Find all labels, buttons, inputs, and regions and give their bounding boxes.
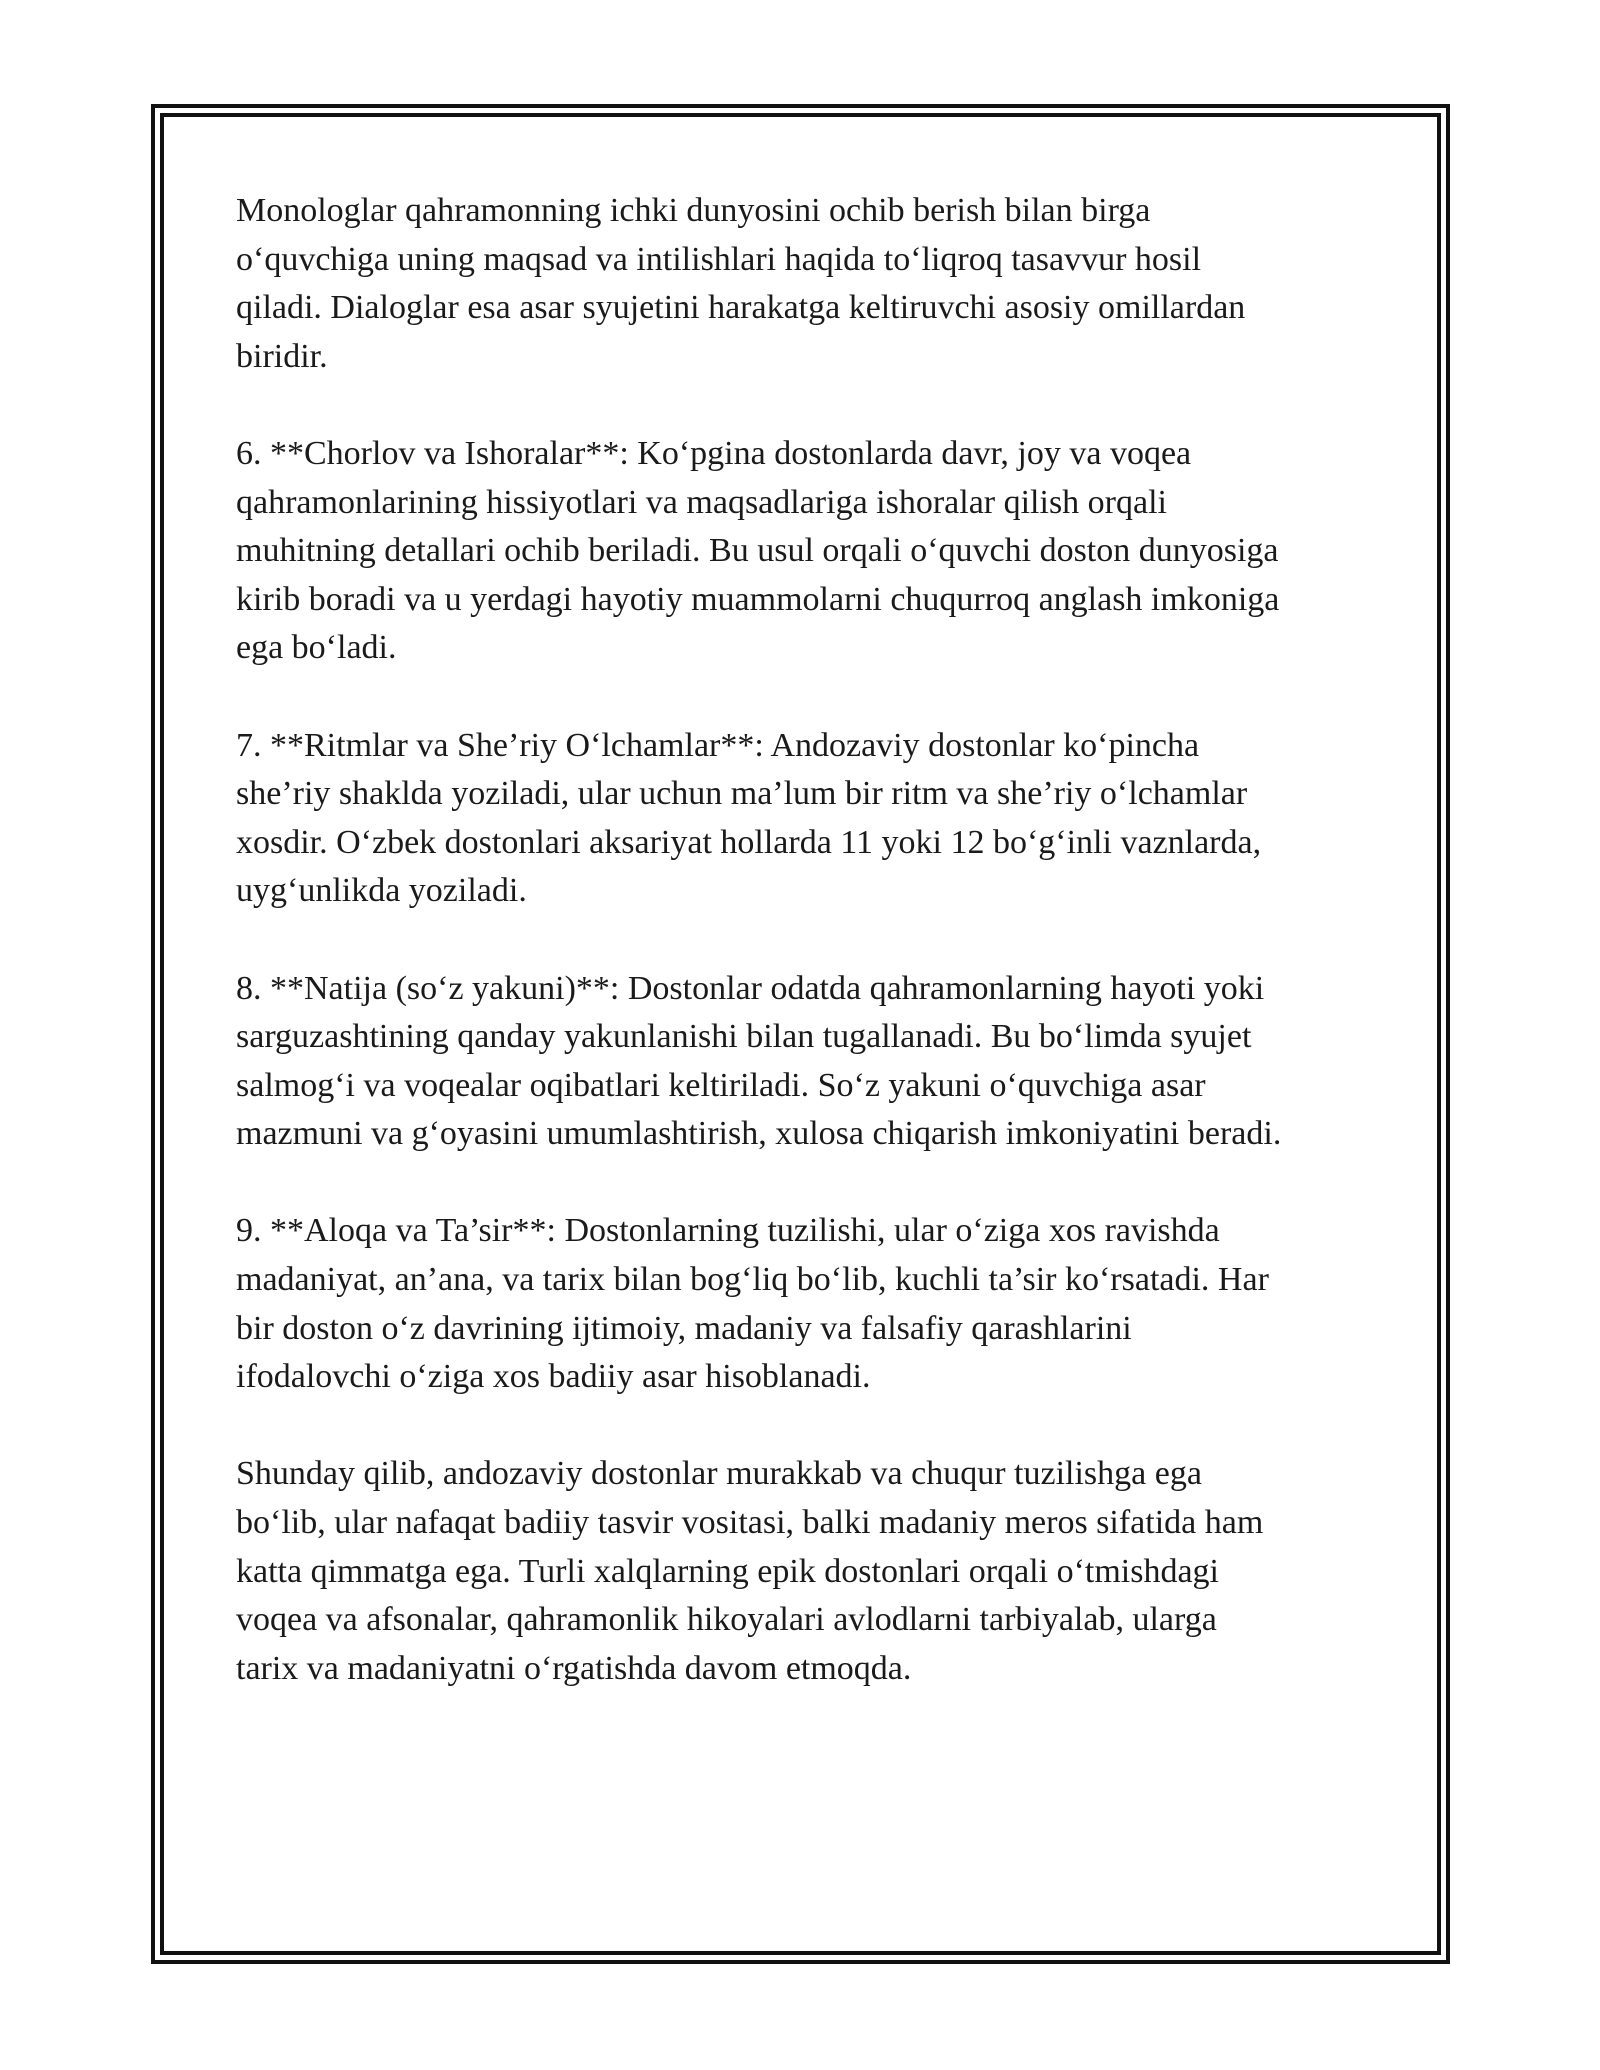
text-line: madaniyat, an’ana, va tarix bilan bog‘liq bo‘lib, kuchli ta’sir ko‘rsatadi. Har bbox=[236, 1261, 1269, 1299]
text-line: 8. **Natija (so‘z yakuni)**: Dostonlar odatda qahramonlarning hayoti yoki bbox=[236, 969, 1265, 1007]
text-line: Monologlar qahramonning ichki dunyosini ochib berish bilan birga bbox=[236, 192, 1151, 229]
text-line: ifodalovchi o‘ziga xos badiiy asar hisoblanadi. bbox=[236, 1358, 871, 1396]
text-line: 6. **Chorlov va Ishoralar**: Ko‘pgina dostonlarda davr, joy va voqea bbox=[236, 434, 1192, 472]
text-line: mazmuni va g‘oyasini umumlashtirish, xulosa chiqarish imkoniyatini beradi. bbox=[236, 1115, 1282, 1153]
text-line: Shunday qilib, andozaviy dostonlar murakkab va chuqur tuzilishga ega bbox=[236, 1455, 1202, 1493]
text-line: uyg‘unlikda yoziladi. bbox=[236, 872, 527, 910]
text-line: salmog‘i va voqealar oqibatlari keltiriladi. So‘z yakuni o‘quvchiga asar bbox=[236, 1066, 1206, 1104]
text-line: ega bo‘ladi. bbox=[236, 629, 397, 667]
text-line: 7. **Ritmlar va She’riy O‘lchamlar**: Andozaviy dostonlar ko‘pincha bbox=[236, 726, 1200, 764]
paragraph-conclusion bbox=[236, 1450, 1386, 1693]
text-line: xosdir. O‘zbek dostonlari aksariyat hollarda 11 yoki 12 bo‘g‘inli vaznlarda, bbox=[236, 823, 1262, 861]
text-line: voqea va afsonalar, qahramonlik hikoyalari avlodlarni tarbiyalab, ularga bbox=[236, 1601, 1217, 1639]
paragraph-item-6 bbox=[236, 430, 1386, 673]
text-line: o‘quvchiga uning maqsad va intilishlari haqida to‘liqroq tasavvur hosil bbox=[236, 240, 1202, 278]
text-line: she’riy shaklda yoziladi, ular uchun ma’lum bir ritm va she’riy o‘lchamlar bbox=[236, 775, 1248, 813]
paragraph-item-8 bbox=[236, 965, 1386, 1159]
text-line: bo‘lib, ular nafaqat badiiy tasvir vositasi, balki madaniy meros sifatida ham bbox=[236, 1504, 1264, 1542]
text-line: qiladi. Dialoglar esa asar syujetini harakatga keltiruvchi asosiy omillardan bbox=[236, 289, 1246, 327]
paragraph-monologues bbox=[236, 187, 1386, 381]
text-line: biridir. bbox=[236, 337, 328, 375]
text-line: 9. **Aloqa va Ta’sir**: Dostonlarning tuzilishi, ular o‘ziga xos ravishda bbox=[236, 1212, 1220, 1250]
text-line: sarguzashtining qanday yakunlanishi bilan tugallanadi. Bu bo‘limda syujet bbox=[236, 1018, 1252, 1056]
paragraph-item-9 bbox=[236, 1207, 1386, 1401]
text-line: tarix va madaniyatni o‘rgatishda davom etmoqda. bbox=[236, 1649, 912, 1687]
paragraph-item-7 bbox=[236, 722, 1386, 916]
text-line: kirib boradi va u yerdagi hayotiy muammolarni chuqurroq anglash imkoniga bbox=[236, 580, 1280, 618]
text-line: bir doston o‘z davrining ijtimoiy, madaniy va falsafiy qarashlarini bbox=[236, 1309, 1132, 1347]
text-line: katta qimmatga ega. Turli xalqlarning epik dostonlari orqali o‘tmishdagi bbox=[236, 1552, 1219, 1590]
text-line: muhitning detallari ochib beriladi. Bu usul orqali o‘quvchi doston dunyosiga bbox=[236, 532, 1279, 570]
document-body bbox=[236, 187, 1386, 1742]
text-line: qahramonlarining hissiyotlari va maqsadlariga ishoralar qilish orqali bbox=[236, 483, 1167, 521]
